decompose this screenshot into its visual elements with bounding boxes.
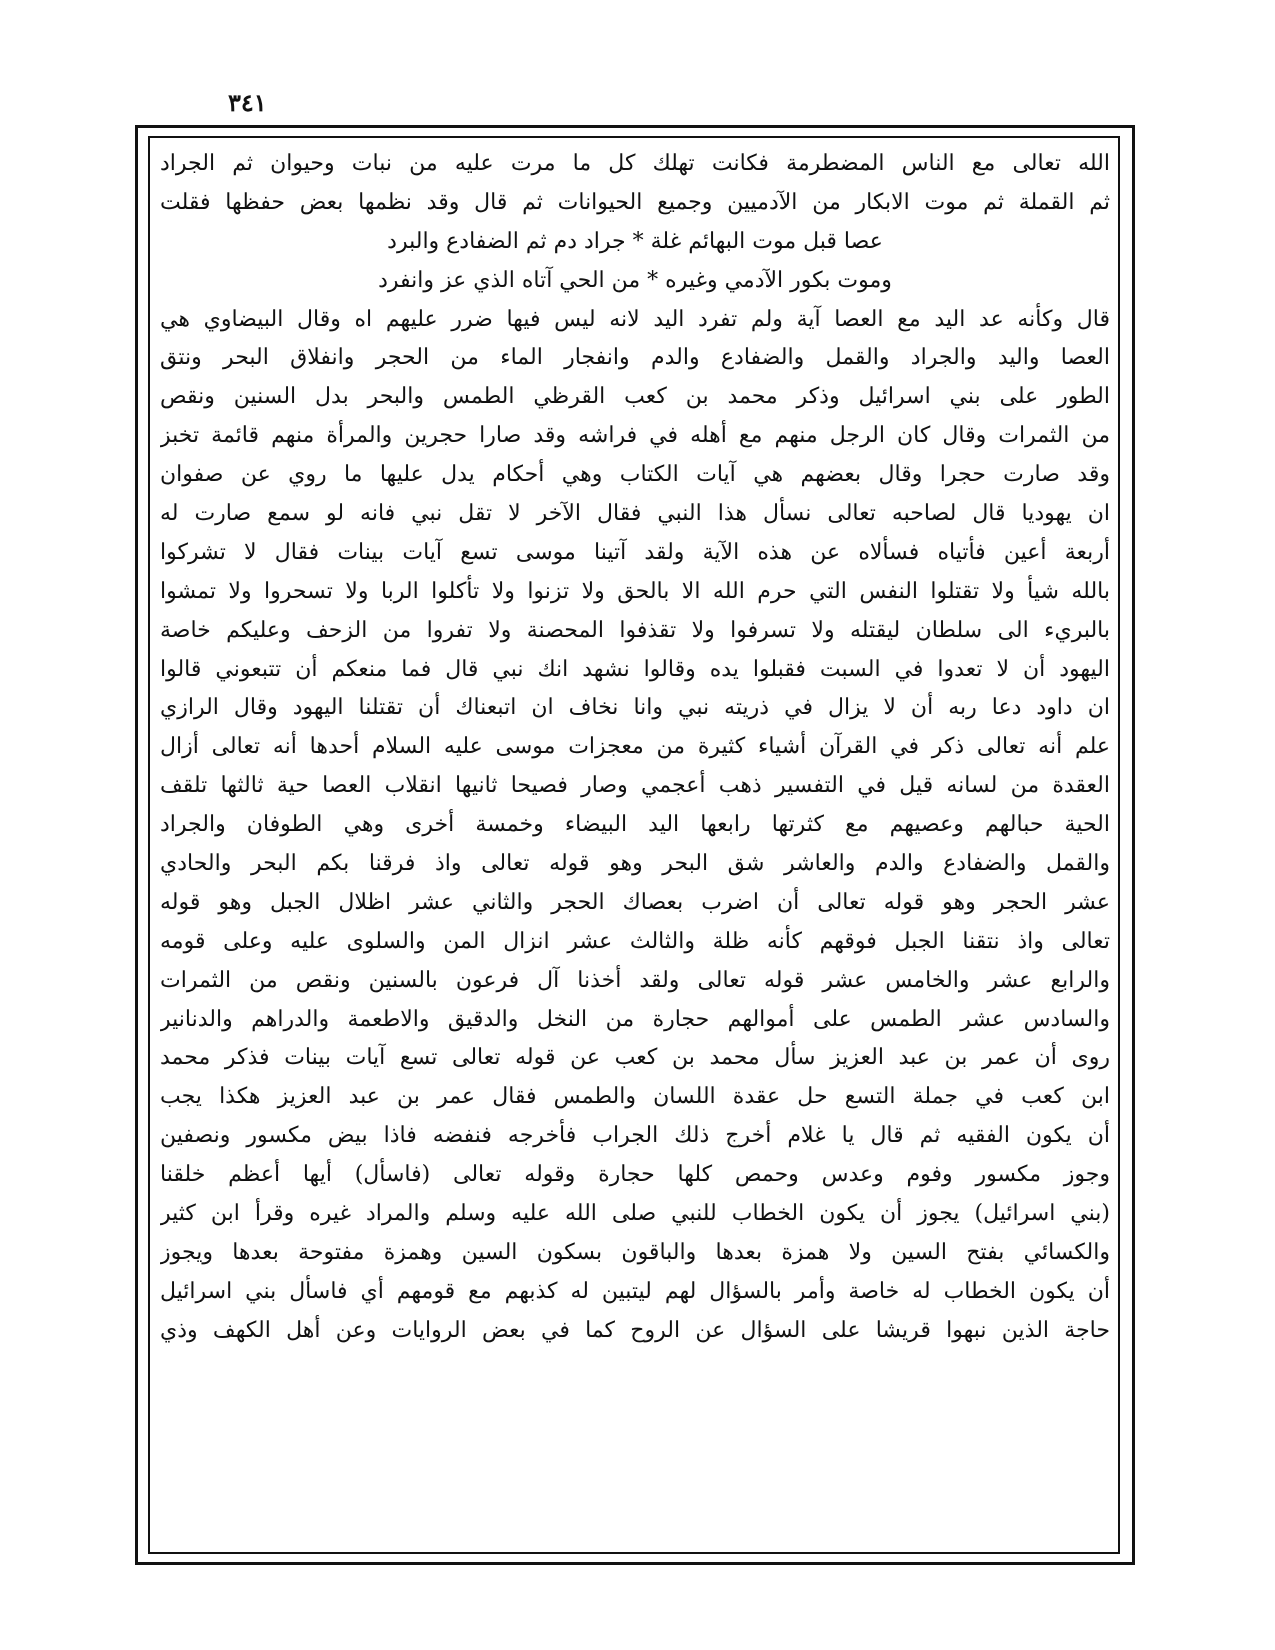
text-line: تعالى واذ نتقنا الجبل فوقهم كأنه ظلة والثالث عشر انزال المن والسلوى عليه وعلى قومه <box>160 928 1110 954</box>
text-line: (بني اسرائيل) يجوز أن يكون الخطاب للنبي صلى الله عليه وسلم والمراد غيره وقرأ ابن كثير <box>160 1201 1110 1227</box>
text-line: ابن كعب في جملة التسع حل عقدة اللسان والطمس فقال عمر بن عبد العزيز هكذا يجب <box>160 1084 1110 1110</box>
text-line: روى أن عمر بن عبد العزيز سأل محمد بن كعب عن قوله تعالى تسع آيات بينات فذكر محمد <box>160 1045 1110 1071</box>
text-line: أن يكون الخطاب له خاصة وأمر بالسؤال لهم ليتبين له كذبهم مع قومهم أي فاسأل بني اسرائيل <box>160 1278 1110 1304</box>
text-line: بالله شيأ ولا تقتلوا النفس التي حرم الله الا بالحق ولا تزنوا ولا تأكلوا الربا ولا تسحروا ولا تمشوا <box>160 578 1110 604</box>
text-line: أن يكون الفقيه ثم قال يا غلام أخرج ذلك الجراب فأخرجه فنفضه فاذا بيض مكسور ونصفين <box>160 1123 1110 1149</box>
text-line: والقمل والضفادع والدم والعاشر شق البحر وهو قوله تعالى واذ فرقنا بكم البحر والحادي <box>160 851 1110 877</box>
text-line: الحية حبالهم وعصيهم مع كثرتها رابعها اليد البيضاء وخمسة أخرى وهي الطوفان والجراد <box>160 812 1110 838</box>
text-line: وقد صارت حجرا وقال بعضهم هي آيات الكتاب وهي أحكام يدل عليها ما روي عن صفوان <box>160 462 1110 488</box>
page-number: ٣٤١ <box>228 88 267 117</box>
text-line: والرابع عشر والخامس عشر قوله تعالى ولقد أخذنا آل فرعون بالسنين ونقص من الثمرات <box>160 967 1110 993</box>
text-line: حاجة الذين نبهوا قريشا على السؤال عن الروح كما في بعض الروايات وعن أهل الكهف وذي <box>160 1317 1110 1343</box>
text-line: أربعة أعين فأتياه فسألاه عن هذه الآية ولقد آتينا موسى تسع آيات بينات فقال لا تشركوا <box>160 539 1110 565</box>
text-line: عشر الحجر وهو قوله تعالى أن اضرب بعصاك الحجر والثاني عشر اظلال الجبل وهو قوله <box>160 889 1110 915</box>
text-line: ان داود دعا ربه أن لا يزال في ذريته نبي وانا نخاف ان اتبعناك أن تقتلنا اليهود وقال الرازي <box>160 695 1110 721</box>
text-line: علم أنه تعالى ذكر في القرآن أشياء كثيرة من معجزات موسى عليه السلام أحدها أنه تعالى أزال <box>160 734 1110 760</box>
text-line: العصا واليد والجراد والقمل والضفادع والدم وانفجار الماء من الحجر وانفلاق البحر ونتق <box>160 345 1110 371</box>
text-line: وجوز مكسور وفوم وعدس وحمص كلها حجارة وقوله تعالى (فاسأل) أيها أعظم خلقنا <box>160 1162 1110 1188</box>
poem-line: وموت بكور الآدمي وغيره * من الحي آتاه الذي عز وانفرد <box>378 267 892 293</box>
text-line: العقدة من لسانه قيل في التفسير ذهب أعجمي وصار فصيحا ثانيها انقلاب العصا حية ثالثها تلقف <box>160 773 1110 799</box>
text-line: من الثمرات وقال كان الرجل منهم مع أهله في فراشه وقد صارا حجرين والمرأة منهم قائمة تخبز <box>160 423 1110 449</box>
text-line: ان يهوديا قال لصاحبه تعالى نسأل هذا النبي فقال الآخر لا تقل نبي فانه لو سمع صارت له <box>160 501 1110 527</box>
text-body <box>160 145 1110 1545</box>
poem-line: عصا قبل موت البهائم غلة * جراد دم ثم الضفادع والبرد <box>387 228 883 254</box>
text-line: قال وكأنه عد اليد مع العصا آية ولم تفرد اليد لانه ليس فيها ضرر عليهم اه وقال البيضاوي هي <box>160 306 1110 332</box>
text-line: بالبريء الى سلطان ليقتله ولا تسرفوا ولا تقذفوا المحصنة ولا تفروا من الزحف وعليكم خاصة <box>160 617 1110 643</box>
text-line: والكسائي بفتح السين ولا همزة بعدها والباقون بسكون السين وهمزة مفتوحة بعدها ويجوز <box>160 1239 1110 1265</box>
text-line: الله تعالى مع الناس المضطرمة فكانت تهلك كل ما مرت عليه من نبات وحيوان ثم الجراد <box>160 151 1110 176</box>
text-line: ثم القملة ثم موت الابكار من الآدميين وجميع الحيوانات ثم قال وقد نظمها بعض حفظها فقلت <box>160 189 1110 215</box>
text-line: والسادس عشر الطمس على أموالهم حجارة من النخل والدقيق والاطعمة والدراهم والدنانير <box>160 1006 1110 1032</box>
text-line: اليهود أن لا تعدوا في السبت فقبلوا يده وقالوا نشهد انك نبي قال فما منعكم أن تتبعوني قالوا <box>160 656 1110 682</box>
text-line: الطور على بني اسرائيل وذكر محمد بن كعب القرظي الطمس والبحر بدل السنين ونقص <box>160 384 1110 410</box>
